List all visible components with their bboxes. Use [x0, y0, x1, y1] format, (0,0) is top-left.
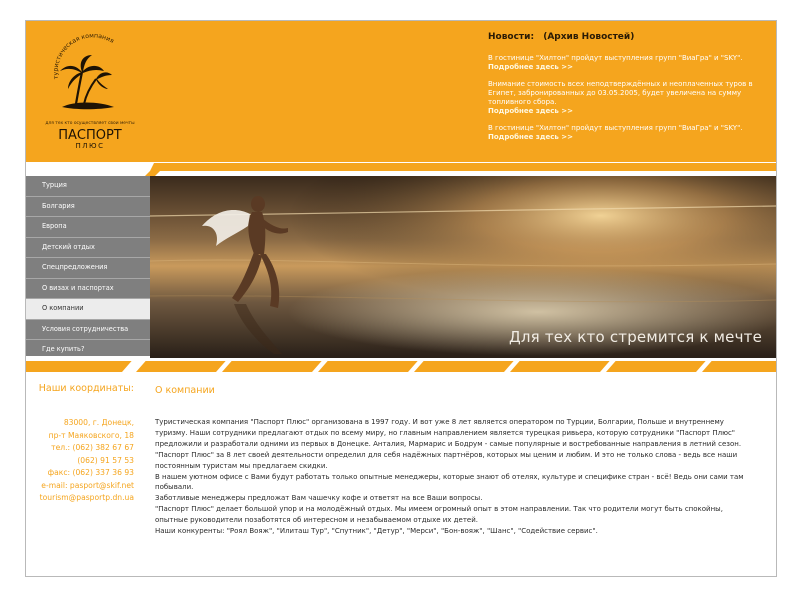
menu-item-europe[interactable]: Европа [26, 217, 150, 238]
menu-item-kids-holidays[interactable]: Детский отдых [26, 238, 150, 259]
logo-arc-text: туристическая компания [52, 32, 116, 80]
header [26, 21, 776, 162]
contacts-title: Наши координаты: [38, 383, 134, 394]
logo-name: ПАСПОРТ [58, 128, 122, 143]
top-stripe-band [26, 162, 776, 176]
sidebar-menu [26, 176, 150, 356]
about-article [155, 385, 758, 537]
stripe-decoration [26, 356, 776, 372]
news-item [488, 80, 770, 116]
contacts-street: пр-т Маяковского, 18 [48, 430, 134, 440]
article-paragraph: В нашем уютном офисе с Вами будут работать только опытные менеджеры, которые знают об отелях, культуре и специфике стран - всё! Ведь они сами там побывали. [155, 472, 744, 492]
stripe-decoration [26, 163, 776, 177]
news-item-text: В гостинице "Хилтон" пройдут выступления групп "ВиаГра" и "SKY". [488, 124, 743, 132]
company-logo[interactable] [40, 27, 140, 155]
menu-item-cooperation-terms[interactable]: Условия сотрудничества [26, 320, 150, 341]
contacts-fax: факс: (062) 337 36 93 [47, 468, 134, 477]
article-paragraph: Туристическая компания "Паспорт Плюс" организована в 1997 году. И вот уже 8 лет является оператором по Турции, Болгарии, Польше и внутреннему туризму. Наши сотрудники предлагают отдых по всему миру, но главным направлением является турецкая ривьера, которую сотрудники "Паспорт Плюс" предложили и разработали одними из первых в Донецке. Анталия, Мармарис и Бодрум - самые популярные и востребованные направления в летний сезон. [155, 418, 742, 448]
menu-item-special-offers[interactable]: Спецпредложения [26, 258, 150, 279]
contacts-email-link-2[interactable]: tourism@pasportp.dn.ua [39, 493, 134, 502]
menu-item-about-company[interactable]: О компании [26, 299, 150, 320]
news-more-link[interactable]: Подробнее здесь >> [488, 133, 574, 141]
article-title: О компании [155, 385, 215, 396]
news-block [488, 33, 770, 150]
contacts-phone-2: (062) 91 57 53 [77, 455, 134, 465]
menu-item-turkey[interactable]: Турция [26, 176, 150, 197]
contacts-email-link[interactable]: e-mail: pasport@skif.net [41, 480, 134, 490]
news-title: Новости: [488, 32, 535, 42]
contacts-address: 83000, г. Донецк, [63, 418, 134, 427]
news-archive-link[interactable]: (Архив Новостей) [543, 32, 635, 42]
hero-slogan: Для тех кто стремится к мечте [508, 328, 762, 346]
menu-item-bulgaria[interactable]: Болгария [26, 197, 150, 218]
bottom-stripe-band [26, 356, 776, 372]
news-more-link[interactable]: Подробнее здесь >> [488, 107, 574, 115]
article-paragraph: "Паспорт Плюс" делает большой упор и на молодёжный отдых. Мы имеем огромный опыт в этом направлении. Так что родители могут быть спокойны, опытные руководители позаботятся об интересном и незабываемом отдыхе их детей. [155, 505, 723, 525]
news-item-text: Внимание стоимость всех неподтверждённых и неоплаченных туров в Египет, забронированных до 03.05.2005, будет увеличена на сумму топливного сбора. [488, 80, 753, 106]
article-paragraph: Заботливые менеджеры предложат Вам чашечку кофе и ответят на все Ваши вопросы. [155, 494, 483, 503]
logo-tagline: для тех кто осуществляет свои мечты [45, 121, 135, 126]
menu-item-where-to-buy[interactable]: Где купить? [26, 340, 150, 361]
news-item [488, 54, 770, 72]
news-heading [488, 33, 770, 42]
news-item [488, 124, 770, 142]
contacts-phone: тел.: (062) 382 67 67 [51, 443, 134, 452]
news-more-link[interactable]: Подробнее здесь >> [488, 63, 574, 71]
article-paragraph: Наши конкуренты: "Роял Вояж", "Илиташ Тур", "Спутник", "Детур", "Мерси", "Бон-вояж", "Шанс", "Содействие сервис". [155, 527, 598, 536]
hero-photo [150, 176, 776, 356]
page-frame [25, 20, 777, 577]
article-paragraph: "Паспорт Плюс" за 8 лет своей деятельности определил для себя надёжных партнёров, которых мы ценим и любим. И это не только слова - ведь все наши постоянным туристам мы предлагаем скидки. [155, 450, 738, 470]
menu-item-visas-passports[interactable]: О визах и паспортах [26, 279, 150, 300]
contacts-block [26, 383, 134, 505]
news-item-text: В гостинице "Хилтон" пройдут выступления групп "ВиаГра" и "SKY". [488, 54, 743, 62]
palm-logo-icon [40, 27, 140, 155]
beach-sunset-image [150, 176, 776, 356]
logo-sub: ПЛЮС [75, 142, 105, 150]
